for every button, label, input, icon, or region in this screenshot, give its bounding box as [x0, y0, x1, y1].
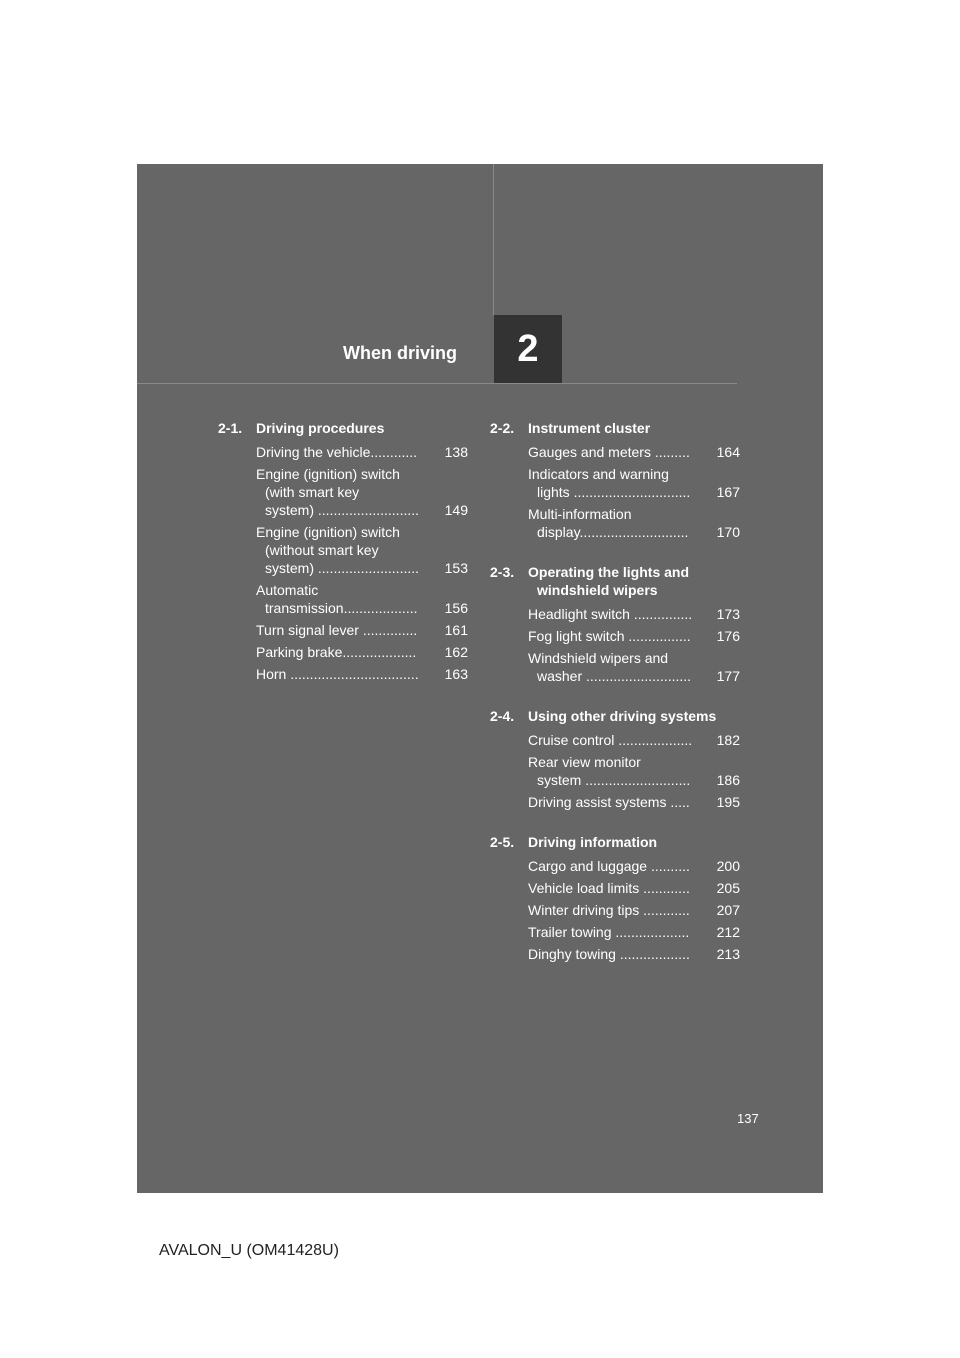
section-number: 2-3.: [490, 564, 515, 580]
entry-page-number: 176: [716, 628, 740, 644]
entry-title-line: Cruise control ...................: [528, 732, 693, 748]
toc-entry[interactable]: [528, 901, 740, 919]
entry-title: [528, 753, 710, 789]
entry-title-line: transmission...................: [265, 600, 418, 616]
entry-page-number: 212: [716, 924, 740, 940]
entry-page-number: 164: [716, 444, 740, 460]
section-heading: [218, 419, 468, 437]
entry-title-line: (with smart key: [265, 484, 360, 500]
entry-title: [528, 627, 710, 645]
toc-entry[interactable]: [256, 523, 468, 577]
entry-title-line: Horn .................................: [256, 666, 419, 682]
section-number: 2-5.: [490, 834, 515, 850]
panel-divider-vertical: [493, 164, 494, 315]
entry-title: [256, 465, 438, 519]
entry-page-number: 170: [716, 524, 740, 540]
entry-title: [528, 649, 710, 685]
entry-title: [528, 857, 710, 875]
toc-entry[interactable]: [528, 649, 740, 685]
toc-section: [490, 419, 740, 541]
toc-entry[interactable]: [256, 621, 468, 639]
entry-title-line: Vehicle load limits ............: [528, 880, 690, 896]
entry-page-number: 153: [444, 560, 468, 576]
toc-entry[interactable]: [528, 923, 740, 941]
toc-section: [490, 707, 740, 811]
entry-title-line: Trailer towing ...................: [528, 924, 690, 940]
toc-entry[interactable]: [528, 605, 740, 623]
entry-page-number: 207: [716, 902, 740, 918]
entry-page-number: 182: [716, 732, 740, 748]
entry-title-line: Turn signal lever ..............: [256, 622, 418, 638]
entry-title-line: Indicators and warning: [528, 466, 669, 482]
entry-title: [528, 793, 710, 811]
section-title: [528, 419, 740, 437]
toc-entry[interactable]: [256, 665, 468, 683]
entry-title-line: Engine (ignition) switch: [256, 524, 400, 540]
toc-entry[interactable]: [256, 643, 468, 661]
toc-entry[interactable]: [528, 731, 740, 749]
page-number: 137: [737, 1111, 759, 1126]
toc-entry[interactable]: [528, 879, 740, 897]
section-title-line: Driving procedures: [256, 420, 385, 436]
entry-page-number: 205: [716, 880, 740, 896]
entry-page-number: 177: [716, 668, 740, 684]
entry-title-line: Headlight switch ...............: [528, 606, 693, 622]
entry-title-line: washer ...........................: [537, 668, 692, 684]
entry-page-number: 167: [716, 484, 740, 500]
toc-section: [218, 419, 468, 683]
chapter-number-badge: 2: [494, 315, 562, 383]
toc-entry[interactable]: [528, 465, 740, 501]
entry-title: [528, 443, 710, 461]
section-heading: [490, 833, 740, 851]
entry-title-line: Multi-information: [528, 506, 632, 522]
section-title-line: Operating the lights and: [528, 564, 690, 580]
toc-entry[interactable]: [528, 945, 740, 963]
entry-title-line: display............................: [537, 524, 689, 540]
entry-title: [256, 523, 438, 577]
section-number: 2-1.: [218, 420, 243, 436]
entry-page-number: 138: [444, 444, 468, 460]
toc-section: [490, 833, 740, 963]
entry-title: [256, 621, 438, 639]
section-title: [528, 833, 740, 851]
entry-title-line: Winter driving tips ............: [528, 902, 690, 918]
section-heading: [490, 419, 740, 437]
entry-title: [256, 643, 438, 661]
entry-page-number: 195: [716, 794, 740, 810]
entry-title-line: Cargo and luggage ..........: [528, 858, 690, 874]
entry-title-line: Windshield wipers and: [528, 650, 669, 666]
entry-title-line: lights ..............................: [537, 484, 691, 500]
entry-title-line: Engine (ignition) switch: [256, 466, 400, 482]
entry-page-number: 149: [444, 502, 468, 518]
entry-title-line: system ...........................: [537, 772, 691, 788]
entry-title: [528, 945, 710, 963]
panel-divider-horizontal: [137, 383, 737, 384]
entry-page-number: 163: [444, 666, 468, 682]
toc-entry[interactable]: [528, 443, 740, 461]
entry-title: [528, 879, 710, 897]
section-title: [528, 707, 740, 725]
entry-page-number: 161: [444, 622, 468, 638]
entry-title-line: Fog light switch ................: [528, 628, 691, 644]
entry-title: [528, 923, 710, 941]
toc-entry[interactable]: [528, 627, 740, 645]
toc-column-left: [218, 419, 468, 705]
section-heading: [490, 707, 740, 725]
entry-title: [256, 581, 438, 617]
toc-entry[interactable]: [528, 793, 740, 811]
entry-page-number: 156: [444, 600, 468, 616]
section-title: [528, 563, 740, 599]
toc-entry[interactable]: [256, 581, 468, 617]
toc-entry[interactable]: [528, 505, 740, 541]
entry-title-line: Rear view monitor: [528, 754, 641, 770]
entry-title-line: system) ..........................: [265, 560, 420, 576]
toc-entry[interactable]: [256, 465, 468, 519]
toc-entry[interactable]: [256, 443, 468, 461]
toc-column-right: [490, 419, 740, 985]
entry-page-number: 200: [716, 858, 740, 874]
entry-title: [528, 731, 710, 749]
section-title-line: Instrument cluster: [528, 420, 651, 436]
entry-title-line: (without smart key: [265, 542, 379, 558]
section-title-line: Using other driving systems: [528, 708, 717, 724]
toc-entry[interactable]: [528, 857, 740, 875]
section-title: [256, 419, 468, 437]
toc-section: [490, 563, 740, 685]
entry-title-line: Gauges and meters .........: [528, 444, 690, 460]
entry-title-line: Dinghy towing ..................: [528, 946, 690, 962]
section-number: 2-2.: [490, 420, 515, 436]
footer-model-code: AVALON_U (OM41428U): [159, 1242, 339, 1259]
entry-title: [256, 443, 438, 461]
entry-title: [528, 901, 710, 919]
entry-page-number: 162: [444, 644, 468, 660]
section-title-line: windshield wipers: [537, 582, 658, 598]
entry-title: [528, 605, 710, 623]
entry-title: [256, 665, 438, 683]
section-number: 2-4.: [490, 708, 515, 724]
section-title-line: Driving information: [528, 834, 658, 850]
entry-title-line: Driving assist systems .....: [528, 794, 690, 810]
entry-title: [528, 465, 710, 501]
entry-page-number: 186: [716, 772, 740, 788]
entry-title-line: system) ..........................: [265, 502, 420, 518]
entry-title-line: Parking brake...................: [256, 644, 417, 660]
chapter-title: When driving: [343, 343, 457, 363]
toc-entry[interactable]: [528, 753, 740, 789]
entry-title-line: Driving the vehicle............: [256, 444, 418, 460]
entry-title-line: Automatic: [256, 582, 319, 598]
entry-page-number: 173: [716, 606, 740, 622]
section-heading: [490, 563, 740, 599]
entry-title: [528, 505, 710, 541]
entry-page-number: 213: [716, 946, 740, 962]
